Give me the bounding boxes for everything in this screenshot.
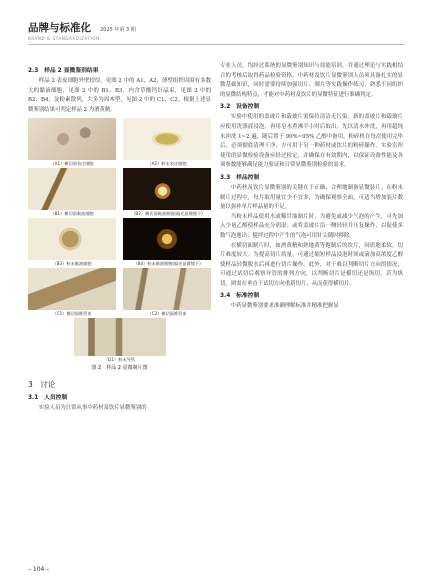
figure-caption: 图 2 样品 2 显微制片图: [91, 365, 148, 372]
micrograph-a2: [123, 118, 211, 160]
figure-c2: [123, 268, 211, 317]
journal-header: [28, 16, 408, 41]
section-2-3-text: 样品 2 表皮细胞外壁较厚，见图 2 中的 A1、A2，薄壁组织周围有多数大的黏液细胞，见图 2 中的 B1、B3，内含草酸钙针晶束，见图 2 中的 B2、B4，淀粉素散列，大多为周木型，见图 2 中的 C1、C2。根据上述显微鉴别结果可判定样品 2 为酒黄精。: [28, 78, 211, 113]
section-3-2-text: 实验中使用的盖玻片和载玻片需保持清洁无污染。新的盖玻片和载玻片应使用洗涤液浸泡，再用皂水煮沸半小时后取出，先以清水冲洗，再用超纯水冲洗 1~2 遍，随后置于 90%~95% 乙醇中备用。粉碎机在每次使用完毕后，必须彻底清理干净，方可用于另一种药材或饮片的粉碎操作。实验室所使用的显微检验设备应经过检定，并确保在有效期内，以保证设备性能及各项参数能够满足能力验证和日常显微鉴别检验的需求。: [220, 114, 403, 169]
micrograph-b2: [123, 168, 211, 210]
micrograph-b4: [123, 218, 211, 260]
section-3-3-para-1: 中药材及饮片显微鉴别的关键在于正确、合理地制备显微装片。在粉末制片过程中，每片取用量宜少不宜多，为确保观察全面，可适当增加装片数量以弥补单片样品量的不足。: [220, 184, 403, 211]
right-column: [220, 62, 403, 312]
caption-c2: （C2）横切面维管束: [147, 311, 187, 317]
caption-b2: （B2）横切面黏液细胞(偏光显微镜下): [131, 211, 203, 217]
section-3-1-title: 3.1 人员控制: [28, 395, 68, 402]
section-3-3-para-3: 在横切面制片时，如酒黄精和熟地黄等饱制后的饮片，因质地柔软，切片难度较大。为提高切片质量，可通过缩短样品浸泡时间或滴加高浓度乙醇使样品轻微脱水后再进行切片操作。此外，对于难以判断切片方向的情况，可通过试切后观察导管的排列方向，以判断切片是横切还是纵切。若为纵切，则需在垂直于试切方向重新切片，从而获得横切片。: [220, 242, 403, 287]
issue-label: 2025 年第 3 期: [100, 27, 136, 33]
caption-d1: （D1）粉末导管: [103, 357, 135, 363]
caption-c1: （C1）横切面维管束: [52, 311, 92, 317]
micrograph-b3: [28, 218, 116, 260]
caption-b1: （B1）横切面黏液细胞: [50, 211, 94, 217]
section-3-2-title: 3.2 设备控制: [220, 104, 260, 111]
journal-title: 品牌与标准化: [28, 22, 91, 34]
figure-d1: [74, 318, 166, 363]
section-3-1-text: 实验人员为日常从事中药材及饮片显微鉴别的: [38, 405, 147, 412]
figure-c1: [28, 268, 116, 317]
micrograph-c1: [28, 268, 116, 310]
caption-b4: （B4）粉末黏液细胞(偏光显微镜下): [133, 261, 201, 267]
left-column: [28, 64, 211, 414]
section-2-3-title: 2.3 样品 2 显微鉴别结果: [28, 68, 99, 74]
micrograph-b1: [28, 168, 116, 210]
section-3-3-title: 3.3 样品控制: [220, 174, 260, 181]
figure-b2: [123, 168, 211, 217]
figure-b1: [28, 168, 116, 217]
continued-paragraph: 专业人员，均经过系统的显微鉴别知识与技能培训，并通过理论与实践相结合的考核后取得药品检验资格。中药材及饮片显微鉴别人员须具备扎实的显微基础知识，同时需要持续加强切片、制片等实践操作练习，熟悉不同组织的显微结构特点，才能对中药材及饮片的显微特征进行准确判定。: [220, 63, 403, 98]
micrograph-c2: [123, 268, 211, 310]
section-3-title: 3 讨论: [28, 380, 56, 390]
micrograph-d1: [74, 318, 166, 356]
figure-a1: [28, 118, 116, 167]
section-3-4-text: 中药显微鉴别要求准确理解标准并精准把握显: [230, 303, 339, 310]
caption-a1: （A1）横切面表皮细胞: [50, 161, 94, 167]
page-number: – 104 –: [28, 566, 50, 573]
caption-a2: （A2）粉末表皮细胞: [147, 161, 187, 167]
figure-2: [28, 118, 211, 373]
section-3-3-para-2: 当粉末样品使用水或稀甘油制片时，为避免或减少气泡的产生，可先加入少量乙醇使样品充分润湿；或将盖玻片沿一侧轻轻并压复操作，以促使多数气泡逸出；搅拌过程中产生的气泡可用针尖随时移除。: [220, 213, 403, 239]
header-rule: [28, 44, 405, 45]
figure-b4: [123, 218, 211, 267]
journal-english-title: BRAND & STANDARDIZATION: [28, 36, 100, 41]
micrograph-a1: [28, 118, 116, 160]
caption-b3: （B3）粉末黏液细胞: [52, 261, 92, 267]
figure-b3: [28, 218, 116, 267]
figure-a2: [123, 118, 211, 167]
section-3-4-title: 3.4 标准控制: [220, 293, 260, 300]
